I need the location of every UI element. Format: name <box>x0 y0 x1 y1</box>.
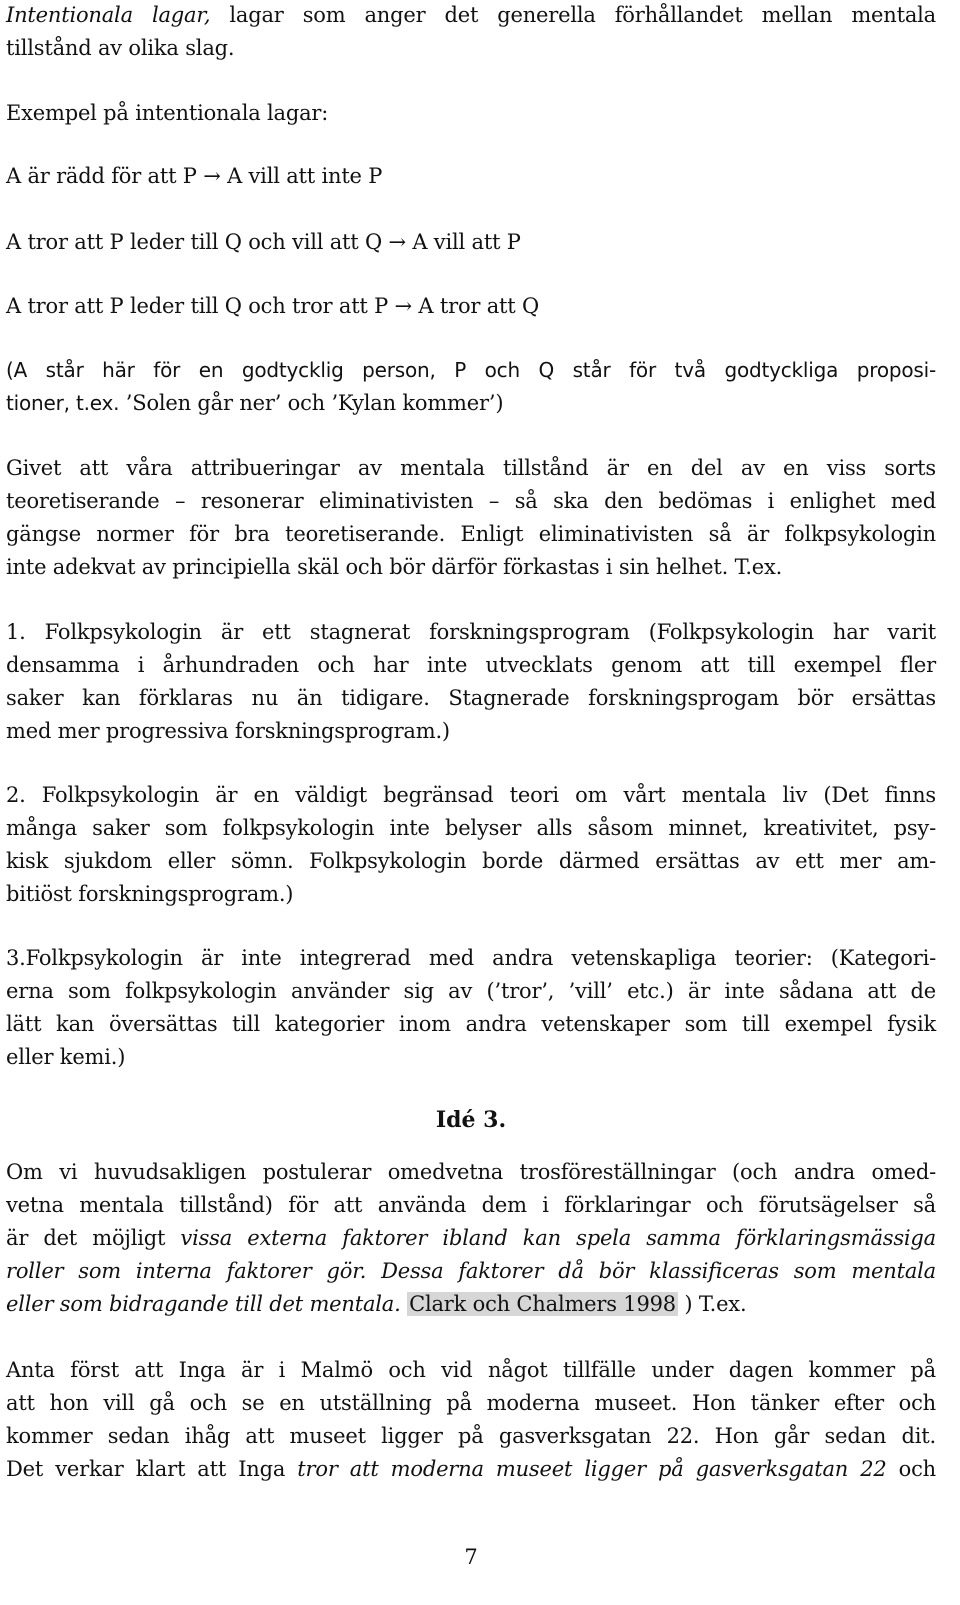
note-line-1: (A står här för en godtycklig person, P och Q står för två godtyckliga proposi- <box>6 358 936 382</box>
law-1: A är rädd för att P → A vill att inte P <box>6 164 383 188</box>
inga-line-4 <box>6 1457 936 1481</box>
point-1-line: densamma i århundraden och har inte utvecklats genom att till exempel fler <box>6 653 936 677</box>
point-2-line: bitiöst forskningsprogram.) <box>6 882 294 906</box>
law-3: A tror att P leder till Q och tror att P → A tror att Q <box>6 294 539 318</box>
point-3-line: erna som folkpsykologin använder sig av (’tror’, ’vill’ etc.) är inte sådana att de <box>6 979 936 1003</box>
intro-line-1-text: lagar som anger det generella förhållandet mellan mentala <box>210 3 937 27</box>
note-line-2-end: ’Solen går ner’ och ’Kylan kommer’) <box>119 391 504 415</box>
section-heading-idea-3: Idé 3. <box>435 1107 507 1133</box>
inga-line-1: Anta först att Inga är i Malmö och vid något tillfälle under dagen kommer på <box>6 1358 936 1382</box>
note-line-2-start: tioner, t.ex. <box>6 391 120 415</box>
law-2: A tror att P leder till Q och vill att Q → A vill att P <box>6 230 521 254</box>
point-1-line: 1. Folkpsykologin är ett stagnerat forskningsprogram (Folkpsykologin har varit <box>6 620 936 644</box>
idea-3-line-5-italic: eller som bidragande till det mentala. <box>6 1292 401 1316</box>
paragraph-givet-line: gängse normer för bra teoretiserande. Enligt eliminativisten så är folkpsykologin <box>6 522 936 546</box>
inga-line-4-end: och <box>886 1457 936 1481</box>
page-number: 7 <box>464 1545 478 1569</box>
intro-line-2: tillstånd av olika slag. <box>6 36 235 60</box>
paragraph-givet-line: Givet att våra attribueringar av mentala tillstånd är en del av en viss sorts <box>6 456 936 480</box>
idea-3-line-4: roller som interna faktorer gör. Dessa faktorer då bör klassificeras som mentala <box>6 1259 936 1283</box>
idea-3-line-3 <box>6 1226 936 1250</box>
point-3-line: lätt kan översättas till kategorier inom andra vetenskaper som till exempel fysik <box>6 1012 936 1036</box>
examples-heading: Exempel på intentionala lagar: <box>6 101 329 125</box>
point-1-line: saker kan förklaras nu än tidigare. Stagnerade forskningsprogam bör ersättas <box>6 686 936 710</box>
intro-line-1 <box>6 3 936 27</box>
note-line-2 <box>6 391 503 415</box>
point-2-line: 2. Folkpsykologin är en väldigt begränsad teori om vårt mentala liv (Det finns <box>6 783 936 807</box>
idea-3-line-5-end: ) T.ex. <box>677 1292 747 1316</box>
idea-3-line-3-plain: är det möjligt <box>6 1226 181 1250</box>
point-1-line: med mer progressiva forskningsprogram.) <box>6 719 450 743</box>
idea-3-line-1: Om vi huvudsakligen postulerar omedvetna trosföreställningar (och andra omed- <box>6 1160 936 1184</box>
idea-3-line-2: vetna mentala tillstånd) för att använda dem i förklaringar och förutsägelser så <box>6 1193 936 1217</box>
inga-line-4-plain: Det verkar klart att Inga <box>6 1457 298 1481</box>
point-2-line: kisk sjukdom eller sömn. Folkpsykologin borde därmed ersättas av ett mer am- <box>6 849 936 873</box>
point-2-line: många saker som folkpsykologin inte belyser alls såsom minnet, kreativitet, psy- <box>6 816 936 840</box>
idea-3-line-3-italic: vissa externa faktorer ibland kan spela samma förklaringsmässiga <box>180 1226 936 1250</box>
citation-clark-chalmers[interactable]: Clark och Chalmers 1998 <box>409 1292 676 1316</box>
point-3-line: 3.Folkpsykologin är inte integrerad med andra vetenskapliga teorier: (Kategori- <box>6 946 936 970</box>
point-3-line: eller kemi.) <box>6 1045 126 1069</box>
paragraph-givet-line: teoretiserande – resonerar eliminativisten – så ska den bedömas i enlighet med <box>6 489 936 513</box>
paragraph-givet-line: inte adekvat av principiella skäl och bör därför förkastas i sin helhet. T.ex. <box>6 555 783 579</box>
inga-line-2: att hon vill gå och se en utställning på moderna museet. Hon tänker efter och <box>6 1391 936 1415</box>
idea-3-line-5 <box>6 1292 746 1316</box>
term-intentional-laws: Intentionala lagar, <box>6 3 211 27</box>
inga-line-3: kommer sedan ihåg att museet ligger på gasverksgatan 22. Hon går sedan dit. <box>6 1424 936 1448</box>
inga-line-4-italic: tror att moderna museet ligger på gasverksgatan 22 <box>297 1457 887 1481</box>
